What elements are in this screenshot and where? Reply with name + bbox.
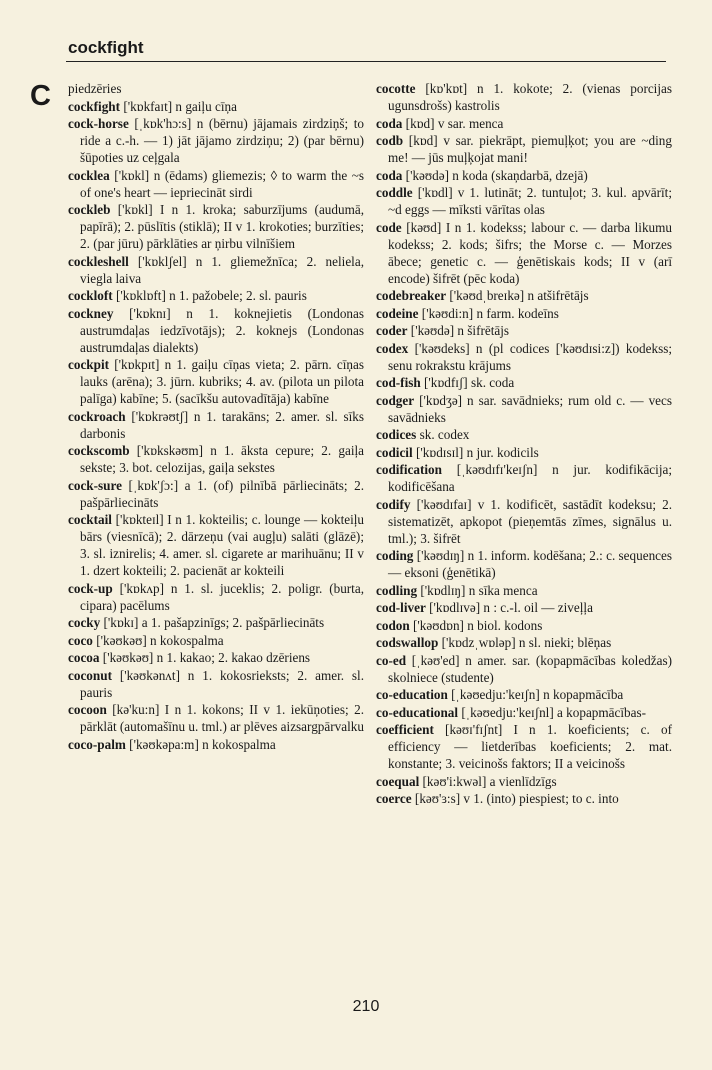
entry-definition: [kəʊ'i:kwəl] a vienlīdzīgs [422, 773, 557, 789]
dictionary-entry [376, 426, 672, 443]
entry-definition: ['kɒknɪ] n 1. koknejietis (Londonas austrumdaļas iedzīvotājs); 2. koknejs (Londonas austrumdaļas dialekts) [80, 305, 364, 355]
entry-headword: codicil [376, 444, 413, 460]
guide-word: cockfight [68, 38, 144, 57]
dictionary-entry [68, 667, 364, 701]
dictionary-entry [376, 634, 672, 651]
dictionary-entry [68, 442, 364, 476]
dictionary-entry [376, 374, 672, 391]
entry-definition: ['kəʊdˌbreɪkə] n atšifrētājs [449, 288, 589, 303]
entry-definition: ['kɒkrəʊtʃ] n 1. tarakāns; 2. amer. sl. sīks darbonis [80, 408, 365, 441]
left-column [68, 80, 364, 753]
dictionary-entry [376, 599, 672, 616]
entry-definition: ['kɒkskəʊm] n 1. āksta cepure; 2. gaiļa sekste; 3. bot. celozijas, gaiļa sekstes [80, 443, 364, 475]
entry-definition: ['kɒklɒft] n 1. pažobele; 2. sl. pauris [115, 288, 307, 303]
entry-definition: ['kɒdfɪʃ] sk. coda [424, 375, 515, 390]
entry-definition: ['kəʊdə] n koda (skaņdarbā, dzejā) [405, 167, 588, 183]
entry-headword: codebreaker [376, 288, 447, 303]
entry-definition: ['kəʊkəpa:m] n kokospalma [129, 736, 276, 752]
entry-headword: co-education [376, 687, 448, 702]
dictionary-entry [376, 132, 672, 166]
entry-headword: codification [376, 462, 442, 477]
dictionary-entry [376, 704, 672, 721]
entry-definition: ['kəʊdɪŋ] n 1. inform. kodēšana; 2.: c. sequences — eksoni (ģenētikā) [388, 548, 672, 580]
entry-headword: coddle [376, 185, 413, 200]
dictionary-entry [68, 287, 364, 304]
dictionary-entry [376, 686, 672, 703]
dictionary-entry [376, 340, 672, 374]
dictionary-entry [376, 287, 672, 304]
dictionary-entry [376, 184, 672, 218]
entry-headword: coefficient [376, 722, 434, 737]
entry-headword: cockroach [68, 408, 126, 424]
entry-headword: codb [376, 133, 404, 148]
dictionary-entry [376, 461, 672, 495]
entry-definition: piedzēries [68, 81, 122, 96]
dictionary-entry [68, 201, 364, 252]
entry-headword: coequal [376, 773, 420, 789]
entry-headword: coconut [68, 667, 112, 683]
entry-headword: cod-fish [376, 375, 421, 390]
entry-definition: [kəʊɪ'fɪʃnt] I n 1. koeficients; c. of efficiency — lietderības koeficients; 2. mat. konstante; 3. veicinošs faktors; II a veicinošs [388, 722, 672, 771]
dictionary-entry [68, 167, 364, 201]
section-letter: C [30, 80, 51, 112]
entry-definition: ['kəʊkəʊ] n 1. kakao; 2. kakao dzēriens [102, 650, 311, 665]
dictionary-entry [376, 773, 672, 790]
dictionary-entry [376, 617, 672, 634]
entry-definition: [kɒd] v sar. menca [405, 115, 504, 131]
dictionary-entry [68, 408, 364, 442]
entry-definition: ['kəʊdeks] n (pl codices ['kəʊdɪsi:z]) kodekss; senu rokrakstu krājums [388, 340, 673, 373]
entry-definition: [kɒ'kɒt] n 1. kokote; 2. (vienas porcijas ugunsdrošs) kastrolis [388, 81, 672, 113]
page-number: 210 [352, 998, 380, 1015]
dictionary-entry [376, 305, 672, 322]
right-column [376, 80, 672, 808]
entry-definition: ['kəʊdi:n] n farm. kodeīns [421, 305, 559, 321]
entry-headword: codon [376, 617, 410, 633]
entry-headword: co-ed [376, 652, 407, 668]
entry-headword: cocotte [376, 81, 416, 96]
dictionary-entry [376, 322, 672, 339]
dictionary-entry [376, 167, 672, 184]
dictionary-entry [376, 652, 672, 686]
dictionary-entry [68, 356, 364, 407]
entry-definition: sk. codex [419, 427, 470, 442]
entry-headword: cocktail [68, 512, 112, 527]
entry-definition: [kə'ku:n] I n 1. kokons; II v 1. iekūņoties; 2. pārklāt (automašīnu u. tml.) ar plēves aizsargpārvalku [80, 702, 364, 734]
entry-definition: [kəʊd] I n 1. kodekss; labour c. — darba likumu kodekss; 2. kods; šifrs; the Morse c. — Morzes ābece; genetic c. — ģenētiskais kods; II v (arī encode) šifrēt (pēc koda) [388, 219, 672, 286]
entry-headword: codify [376, 496, 411, 512]
entry-definition: [kəʊ'ɜ:s] v 1. (into) piespiest; to c. into [414, 791, 619, 806]
entry-headword: cocoa [68, 650, 100, 665]
entry-definition: ['kɒkɪ] a 1. pašapzinīgs; 2. pašpārliecināts [103, 615, 325, 630]
entry-headword: coda [376, 115, 403, 131]
entry-headword: codices [376, 427, 417, 442]
entry-definition: ['kɒkteɪl] I n 1. kokteilis; c. lounge — kokteiļu bārs (viesnīcā); 2. dārzeņu (vai augļu) salāti (glāzē); 3. sl. iznirelis; 4. amer. sl. cigarete ar marihuānu; II v 1. dzert kokteili; 2. pacienāt ar kokteili [80, 512, 365, 578]
entry-headword: coda [376, 167, 403, 183]
dictionary-entry [376, 790, 672, 807]
entry-definition: [ˌkəʊedju:'keɪʃn] n kopapmācība [451, 687, 624, 702]
entry-definition: [ˌkəʊdɪfɪ'keɪʃn] n jur. kodifikācija; kodificēšana [388, 462, 673, 494]
dictionary-entry [376, 444, 672, 461]
entry-headword: coder [376, 323, 408, 338]
entry-definition: ['kəʊdɒn] n biol. kodons [413, 617, 543, 633]
entry-headword: cockpit [68, 357, 110, 372]
entry-headword: coco-palm [68, 736, 126, 752]
entry-definition: [ˌkɒk'ʃɔ:] a 1. (of) pilnībā pārliecināts; 2. pašpārliecināts [80, 477, 364, 510]
dictionary-entry [68, 736, 364, 753]
dictionary-entry [68, 580, 364, 614]
entry-headword: cocklea [68, 167, 110, 183]
entry-definition: ['kɒdlɪŋ] n sīka menca [420, 582, 538, 598]
entry-definition: [ˌkɒk'hɔ:s] n (bērnu) jājamais zirdziņš; to ride a c.-h. — 1) jāt jājamo zirdziņu; 2) (par bērnu) šūpoties uz ceļgala [80, 116, 365, 165]
dictionary-entry [376, 547, 672, 581]
entry-headword: coding [376, 548, 414, 563]
entry-definition: [ˌkəʊ'ed] n amer. sar. (kopapmācības koledžas) skolniece (studente) [388, 652, 672, 685]
dictionary-entry [68, 649, 364, 666]
dictionary-entry [376, 582, 672, 599]
entry-headword: cocoon [68, 702, 107, 717]
dictionary-entry [68, 98, 364, 115]
dictionary-entry [68, 701, 364, 735]
entry-headword: codex [376, 340, 409, 356]
entry-definition: ['kəʊkəʊ] n kokospalma [96, 632, 224, 648]
entry-definition: ['kɒdzˌwɒləp] n sl. nieki; blēņas [441, 635, 612, 650]
entry-headword: cocky [68, 615, 101, 630]
dictionary-entry [376, 80, 672, 114]
dictionary-entry [68, 305, 364, 356]
dictionary-entry [68, 477, 364, 511]
dictionary-entry [376, 721, 672, 772]
dictionary-entry [376, 392, 672, 426]
entry-definition: [kɒd] v sar. piekrāpt, piemuļķot; you are ~ding me! — jūs muļķojat mani! [388, 133, 672, 165]
entry-definition: ['kəʊkənʌt] n 1. kokosrieksts; 2. amer. sl. pauris [80, 667, 364, 700]
entry-definition: ['kɒdl] v 1. lutināt; 2. tuntuļot; 3. kul. apvārīt; ~d eggs — mīksti vārītas olas [388, 185, 672, 217]
entry-headword: cockleb [68, 202, 111, 217]
entry-definition: ['kəʊdə] n šifrētājs [410, 323, 510, 338]
entry-definition: ['kɒkfaɪt] n gaiļu cīņa [123, 98, 237, 114]
entry-headword: cock-sure [68, 477, 122, 493]
entry-definition: ['kɒkpɪt] n 1. gaiļu cīņas vieta; 2. pārn. cīņas lauks (arēna); 3. jūrn. kubriks; 4. av. (pilota un pilota palīga) kabīne; 5. (sacīkšu autovadītāja) kabīne [80, 357, 365, 406]
entry-definition: ['kɒklʃel] n 1. gliemežnīca; 2. neliela, viegla laiva [80, 253, 364, 286]
dictionary-entry [68, 614, 364, 631]
entry-headword: codswallop [376, 635, 439, 650]
entry-headword: code [376, 219, 402, 235]
dictionary-entry [68, 80, 364, 97]
entry-headword: codger [376, 392, 415, 408]
entry-headword: cockloft [68, 288, 113, 303]
dictionary-entry [376, 115, 672, 132]
entry-definition: ['kɒkl] I n 1. kroka; saburzījums (audumā, papīrā); 2. pūslītis (stiklā); II v 1. krokoties; burzīties; 2. (par jūru) pārklāties ar ņirbu vilnīšiem [80, 202, 364, 251]
entry-headword: cock-up [68, 580, 113, 596]
entry-headword: cockleshell [68, 253, 129, 269]
entry-headword: codeine [376, 305, 419, 321]
entry-definition: ['kɒdɪsɪl] n jur. kodicils [415, 444, 539, 460]
dictionary-entry [68, 253, 364, 287]
entry-definition: ['kɒdlɪvə] n : c.-l. oil — ziveļļa [429, 600, 593, 615]
entry-definition: ['kəʊdɪfaɪ] v 1. kodificēt, sastādīt kodeksu; 2. sistematizēt, apkopot (pieņemtās zīmes, signālus u. tml.); 3. šifrēt [388, 496, 672, 546]
entry-headword: cockney [68, 305, 114, 321]
entry-headword: cod-liver [376, 600, 426, 615]
entry-headword: cock-horse [68, 116, 129, 131]
entry-headword: codling [376, 582, 418, 598]
entry-definition: ['kɒdʒə] n sar. savādnieks; rum old c. — vecs savādnieks [388, 392, 673, 425]
entry-headword: cockfight [68, 98, 121, 114]
entry-headword: coerce [376, 791, 412, 806]
header-rule [66, 61, 666, 62]
entry-definition: ['kɒkʌp] n 1. sl. juceklis; 2. poligr. (burta, cipara) pacēlums [80, 580, 364, 613]
entry-definition: [ˌkəʊedju:'keɪʃnl] a kopapmācības- [461, 704, 646, 720]
entry-headword: cockscomb [68, 443, 130, 458]
entry-definition: ['kɒkl] n (ēdams) gliemezis; ◊ to warm the ~s of one's heart — iepriecināt sirdi [80, 167, 364, 200]
dictionary-entry [68, 115, 364, 166]
dictionary-entry [68, 632, 364, 649]
dictionary-entry [376, 496, 672, 547]
dictionary-entry [376, 219, 672, 287]
entry-headword: co-educational [376, 704, 459, 720]
entry-headword: coco [68, 632, 93, 648]
dictionary-entry [68, 511, 364, 579]
